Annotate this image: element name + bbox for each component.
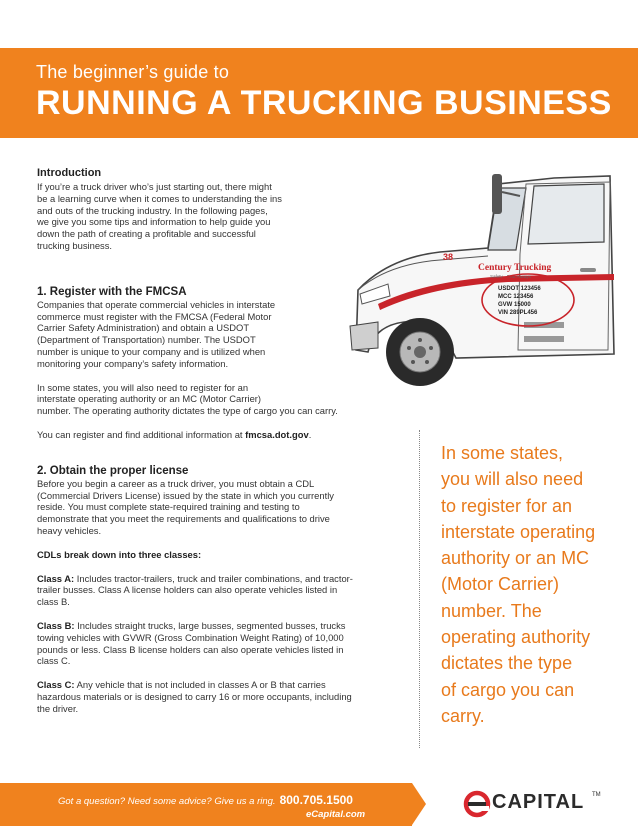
svg-text:USDOT 123456: USDOT 123456 xyxy=(498,286,541,292)
fmcsa-link[interactable]: fmcsa.dot.gov xyxy=(245,428,309,440)
section1-paragraph-2: In some states, you will also need to register for an interstate operating authority or an MC (Motor Carrier) number. The operating authority dictates the type of cargo you can carry. xyxy=(37,381,338,417)
intro-paragraph: If you’re a truck driver who’s just starting out, there might be a learning curve when it comes to understanding the ins and outs of the trucking industry. In the following pages, we give you some tips and information to help guide you down the path of creating a profitable and successful trucking business. xyxy=(37,181,282,251)
svg-text:Century Trucking: Century Trucking xyxy=(478,263,552,273)
phone-link[interactable]: 800.705.1500 xyxy=(279,793,353,807)
class-c-paragraph: Class C: Any vehicle that is not included in classes A or B that carries hazardous materials or is designed to carry 16 or more occupants, including the driver. xyxy=(37,679,352,714)
svg-text:MCC 123456: MCC 123456 xyxy=(498,294,534,300)
section2-paragraph: Before you begin a career as a truck driver, you must obtain a CDL (Commercial Drivers License) issued by the state in which you currently reside. You must complete state-required training and testing to demonstrate that you meet the requirements and qualifications to drive heavy vehicles. xyxy=(37,477,334,536)
section1-paragraph-3: You can register and find additional information at fmcsa.dot.gov. xyxy=(37,428,312,440)
website-link[interactable]: eCapital.com xyxy=(306,809,366,820)
title-banner xyxy=(0,48,638,138)
intro-heading: Introduction xyxy=(37,167,102,179)
ecapital-logo: CAPITAL TM xyxy=(462,789,602,819)
section1-paragraph: Companies that operate commercial vehicles in interstate commerce must register with the FMCSA (Federal Motor Carrier Safety Administration) and obtain a USDOT (Department of Transportation) number. The USDOT number is unique to your company and is utilized when monitoring your company’s safety information. xyxy=(37,298,276,369)
svg-text:Safety · First Always: Safety · First Always xyxy=(490,274,531,279)
body-text xyxy=(37,167,427,715)
footer-bar xyxy=(0,783,412,826)
banner-subtitle: The beginner’s guide to xyxy=(36,62,230,82)
banner-title: RUNNING A TRUCKING BUSINESS xyxy=(36,84,612,122)
section1-heading: 1. Register with the FMCSA xyxy=(37,285,187,298)
svg-text:38: 38 xyxy=(443,252,454,262)
class-b-paragraph: Class B: Includes straight trucks, large busses, segmented busses, trucks towing vehicles with GVWR (Gross Combination Weight Rating) of 10,000 pounds or less. Class B license holders can also operate vehicles listed in class C. xyxy=(37,619,346,667)
mirror-icon xyxy=(492,174,502,214)
pull-quote: In some states, you will also need to register for an interstate operating authority or an MC (Motor Carrier) number. The operating authority dictates the type of cargo you can carry. xyxy=(441,443,596,726)
e-logo-icon xyxy=(462,789,492,819)
svg-text:VIN 289PL456: VIN 289PL456 xyxy=(498,310,538,316)
dotted-divider xyxy=(419,430,420,748)
footer-arrow-icon xyxy=(412,783,426,825)
svg-text:GVW 15000: GVW 15000 xyxy=(498,302,531,308)
classes-heading: CDLs break down into three classes: xyxy=(37,548,202,560)
section2-heading: 2. Obtain the proper license xyxy=(37,464,189,477)
footer-question: Got a question? Need some advice? Give us a ring. 800.705.1500 xyxy=(58,793,353,807)
class-a-paragraph: Class A: Includes tractor-trailers, truck and trailer combinations, and tractor- trailer busses. Class A license holders can also operate vehicles listed in class B. xyxy=(37,572,353,608)
